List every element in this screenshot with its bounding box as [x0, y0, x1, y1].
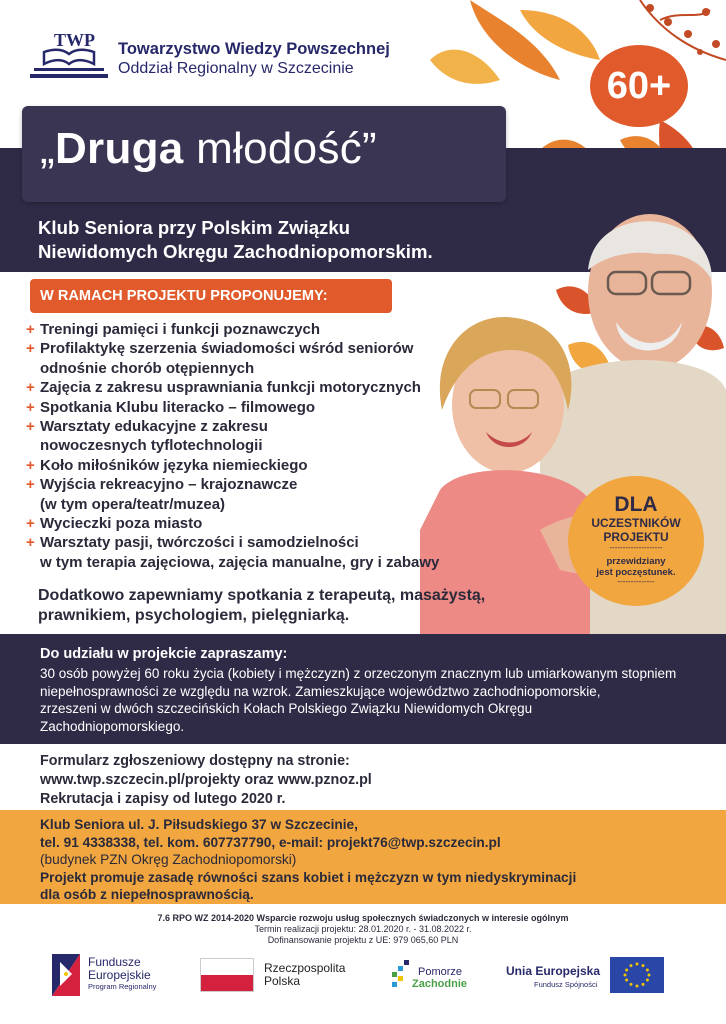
twp-logo: [30, 30, 108, 84]
plus-icon: +: [26, 515, 35, 533]
club-name: [38, 216, 433, 264]
org-name: Towarzystwo Wiedzy Powszechnej: [118, 40, 390, 58]
extra-services: [38, 586, 598, 626]
fe-logo-text: [88, 956, 151, 982]
project-heading: W RAMACH PROJEKTU PROPONUJEMY:: [30, 279, 392, 313]
form-line: Formularz zgłoszeniowy dostępny na stronie:: [40, 753, 350, 769]
item-text-cont: (w tym opera/teatr/muzea): [40, 495, 226, 513]
contact-section: [0, 810, 726, 904]
club-line: Niewidomych Okręgu Zachodniopomorskim.: [38, 241, 433, 262]
leaf-icon: [430, 50, 500, 84]
extra-line: Dodatkowo zapewniamy spotkania z terapeutą, masażystą,: [38, 587, 486, 604]
equality-note: Projekt promuje zasadę równości szans kobiet i mężczyzn w tym niedyskryminacji: [40, 869, 577, 885]
item-text: Warsztaty edukacyjne z zakresu: [40, 418, 268, 436]
badge-rule: --------------: [617, 578, 655, 586]
fe-line: Europejskie: [88, 968, 151, 982]
badge-mid: PROJEKTU: [603, 530, 669, 544]
footer-line: Dofinansowanie projektu z UE: 979 065,60 PLN: [267, 935, 459, 945]
form-line: Rekrutacja i zapisy od lutego 2020 r.: [40, 791, 286, 807]
invite-line: 30 osób powyżej 60 roku życia (kobiety i mężczyzn) z orzeczonym znacznym lub umiarkowanym stopniem: [40, 666, 677, 681]
title-quote: „: [40, 124, 55, 173]
badge-small: przewidziany: [606, 556, 666, 567]
footer-line: Termin realizacji projektu: 28.01.2020 r. - 31.08.2022 r.: [254, 924, 472, 934]
footer-info: [0, 912, 726, 946]
pl-line: Polska: [264, 974, 301, 988]
fundusze-europejskie-logo-icon: [52, 954, 80, 996]
funding-logos: [0, 948, 726, 1008]
item-text: Warsztaty pasji, twórczości i samodzielności: [40, 534, 359, 552]
badge-small: jest poczęstunek.: [596, 567, 676, 578]
title-light: młodość”: [183, 124, 377, 173]
list-item: [26, 475, 466, 514]
list-item: [26, 417, 466, 456]
title-bold: Druga: [54, 124, 184, 173]
ue-line: Unia Europejska: [506, 964, 601, 978]
contact-address: Klub Seniora ul. J. Piłsudskiego 37 w Szczecinie,: [40, 817, 358, 832]
plus-icon: +: [26, 321, 35, 338]
pl-line: Rzeczpospolita: [264, 961, 346, 975]
item-text-cont: w tym terapia zajęciowa, zajęcia manualne, gry i zabawy: [40, 553, 440, 571]
rp-logo-text: [264, 962, 345, 988]
poster-title: [40, 124, 377, 174]
invite-line: zrzeszeni w dwóch szczecińskich Kołach Polskiego Związku Niewidomych Okręgu: [40, 701, 533, 716]
item-text-cont: nowoczesnych tyflotechnologii: [40, 437, 263, 455]
extra-line: prawnikiem, psychologiem, pielęgniarką.: [38, 607, 350, 624]
invite-heading: Do udziału w projekcie zapraszamy:: [40, 646, 288, 662]
badge-mid: UCZESTNIKÓW: [591, 516, 681, 530]
fe-line: Fundusze: [88, 955, 141, 969]
list-item: [26, 533, 466, 572]
pomorze-zachodnie-logo-icon: [390, 958, 414, 992]
equality-note: dla osób z niepełnosprawnością.: [40, 887, 254, 902]
form-links[interactable]: www.twp.szczecin.pl/projekty oraz www.pznoz.pl: [40, 772, 372, 788]
item-text: Wyjścia rekreacyjno – krajoznawcze: [40, 476, 298, 494]
plus-icon: +: [26, 398, 35, 416]
plus-icon: +: [26, 340, 35, 358]
svg-text:TWP: TWP: [54, 30, 96, 50]
poland-flag-icon: [200, 958, 254, 992]
plus-icon: +: [26, 456, 35, 474]
plus-icon: +: [26, 476, 35, 494]
invite-section: [0, 634, 726, 744]
list-item: [26, 320, 466, 339]
item-text: Koło miłośników języka niemieckiego: [40, 456, 308, 474]
org-branch: Oddział Regionalny w Szczecinie: [118, 60, 354, 77]
plus-icon: +: [26, 418, 35, 436]
contact-building: (budynek PZN Okręg Zachodniopomorski): [40, 852, 297, 867]
list-item: [26, 456, 466, 475]
badge-rule: --------------------: [609, 544, 663, 552]
eu-flag-icon: [610, 957, 664, 993]
list-item: [26, 398, 466, 417]
plus-icon: +: [26, 379, 35, 397]
footer-line: 7.6 RPO WZ 2014-2020 Wsparcie rozwoju usług społecznych świadczonych w interesie ogólnym: [157, 913, 569, 923]
item-text: Zajęcia z zakresu usprawniania funkcji motorycznych: [40, 379, 421, 397]
ue-sub: Fundusz Spójności: [534, 980, 598, 989]
pz-line: Pomorze: [418, 966, 463, 978]
club-line: Klub Seniora przy Polskim Związku: [38, 217, 351, 238]
badge-big: DLA: [614, 493, 658, 516]
item-text: Profilaktykę szerzenia świadomości wśród seniorów: [40, 340, 414, 358]
item-text-cont: odnośnie chorób otępiennych: [40, 359, 255, 377]
fe-sub: Program Regionalny: [88, 982, 157, 991]
item-text: Spotkania Klubu literacko – filmowego: [40, 398, 316, 416]
form-info: [40, 752, 372, 809]
plus-icon: +: [26, 534, 35, 552]
item-text: Treningi pamięci i funkcji poznawczych: [40, 321, 321, 338]
invite-line: Zachodniopomorskiego.: [40, 718, 185, 734]
contact-phone-email[interactable]: tel. 91 4338338, tel. kom. 607737790, e-mail: projekt76@twp.szczecin.pl: [40, 834, 501, 850]
list-item: [26, 514, 466, 533]
item-text: Wycieczki poza miasto: [40, 515, 203, 533]
list-item: [26, 378, 466, 397]
list-item: [26, 339, 466, 378]
offer-list: [26, 320, 466, 572]
invite-line: niepełnosprawności ze względu na wzrok. Zamieszkujące województwo zachodniopomorskie,: [40, 683, 601, 699]
pz-line: Zachodnie: [412, 978, 468, 990]
age-badge: 60+: [590, 45, 688, 127]
